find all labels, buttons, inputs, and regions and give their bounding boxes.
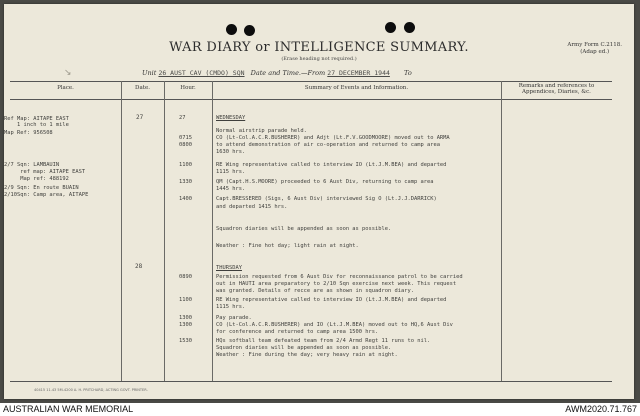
entry-text: Capt.BRESSERED (Sigs, 6 Aust Div) interviewed Sig O (Lt.J.J.DARRICK) (216, 196, 437, 202)
punch-hole (244, 25, 255, 36)
col-header-remarks: Remarks and references to Appendices, Diaries, &c. (518, 83, 595, 95)
pencil-mark: ↘ (64, 68, 72, 78)
date-cell: 28 (135, 263, 143, 270)
entry-text: Permission requested from 6 Aust Div for reconnaissance patrol to be carried (216, 274, 463, 280)
day-heading: THURSDAY (216, 265, 242, 271)
punch-hole (385, 22, 396, 33)
place-entry: Map Ref: 956508 (4, 130, 53, 136)
summary-column-rule (501, 81, 502, 381)
unit-label: Unit (142, 69, 157, 77)
entry-hour: 1300 (179, 315, 192, 321)
place-entry: 2/7 Sqn: LAMBAUIN (4, 162, 60, 168)
entry-hour: 0715 (179, 135, 192, 141)
date-time-label: Date and Time.—From (250, 69, 326, 77)
entry-text: 1445 hrs. (216, 186, 246, 192)
entry-hour: 1300 (179, 322, 192, 328)
war-diary-sheet (4, 4, 634, 399)
date-column-rule (164, 81, 165, 381)
hour-column-rule (212, 81, 213, 381)
entry-text: Squadron diaries will be appended as soon as possible. (216, 226, 392, 232)
place-column-rule (121, 81, 122, 381)
entry-hour-mark: 27 (179, 115, 186, 121)
entry-text: to attend demonstration of air co-operation and returned to camp area (216, 142, 440, 148)
entry-text: Squadron diaries will be appended as soon as possible. (216, 345, 392, 351)
col-header-hour: Hour. (180, 85, 196, 91)
col-header-place: Place. (57, 85, 74, 91)
printer-line: 40415 11.43 5M-4200 A. H. PRITCHARD, ACTING GOVT. PRINTER. (34, 388, 148, 392)
archive-reference: AWM2020.71.767 (565, 404, 637, 414)
from-date: 27 DECEMBER 1944 (327, 69, 390, 77)
institution-name: AUSTRALIAN WAR MEMORIAL (3, 404, 134, 414)
entry-text: was granted. Details of recce are as shown in squadron diary. (216, 288, 414, 294)
archive-caption-bar (0, 403, 640, 416)
entry-text: and departed 1415 hrs. (216, 204, 288, 210)
day-heading: WEDNESDAY (216, 115, 246, 121)
entry-text: QM (Capt.H.S.MOORE) proceeded to 6 Aust Div, returning to camp area (216, 179, 434, 185)
unit-value: 26 AUST CAV (CMDO) SQN (158, 69, 245, 77)
header-bottom-rule (10, 99, 612, 100)
entry-text: CO (Lt-Col.A.C.R.BUSHERER) and IO (Lt.J.M.BEA) moved out to HQ,6 Aust Div (216, 322, 453, 328)
entry-text: CO (Lt-Col.A.C.R.BUSHERER) and Adjt (Lt.F.V.GOODMOORE) moved out to ARMA (216, 135, 450, 141)
table-bottom-rule (10, 381, 612, 382)
form-subtitle: (Erase heading not required.) (281, 56, 357, 62)
entry-hour: 1530 (179, 338, 192, 344)
table-top-rule (10, 81, 612, 82)
entry-hour: 1100 (179, 297, 192, 303)
punch-hole (226, 24, 237, 35)
place-entry: 2/10Sqn: Camp area, AITAPE (4, 192, 89, 198)
place-entry: Map ref: 488192 (4, 176, 69, 182)
place-entry: 2/9 Sqn: En route BUAIN (4, 185, 79, 191)
entry-text: Normal airstrip parade held. (216, 128, 307, 134)
entry-text: RE Wing representative called to interview IO (Lt.J.M.BEA) and departed (216, 162, 447, 168)
unit-line (142, 69, 442, 77)
entry-text: 1115 hrs. (216, 304, 246, 310)
col-header-date: Date. (135, 85, 150, 91)
place-entry: Ref Map: AITAPE EAST (4, 116, 69, 122)
entry-text: 1630 hrs. (216, 149, 246, 155)
punch-hole (404, 22, 415, 33)
form-note: (Adap ed.) (580, 49, 610, 55)
entry-hour: 0800 (179, 142, 192, 148)
entry-hour: 1100 (179, 162, 192, 168)
form-number: Army Form C.2118. (567, 42, 622, 48)
form-reference (567, 42, 622, 56)
place-entry: 1 inch to 1 mile (4, 122, 69, 128)
form-title: WAR DIARY or INTELLIGENCE SUMMARY. (169, 40, 469, 55)
entry-text: HQs softball team defeated team from 2/4 Armd Regt 11 runs to nil. (216, 338, 431, 344)
entry-text: 1115 hrs. (216, 169, 246, 175)
entry-text: Pay parade. (216, 315, 252, 321)
entry-text: out in HAUTI area preparatory to 2/10 Sqn exercise next week. This request (216, 281, 457, 287)
col-header-summary: Summary of Events and Information. (304, 85, 409, 91)
entry-hour: 0890 (179, 274, 192, 280)
date-cell: 27 (136, 114, 144, 121)
place-entry: ref map: AITAPE EAST (4, 169, 86, 175)
entry-text: RE Wing representative called to interview IO (Lt.J.M.BEA) and departed (216, 297, 447, 303)
entry-hour: 1330 (179, 179, 192, 185)
to-label: To (403, 69, 412, 77)
entry-text: for conference and returned to camp area 1500 hrs. (216, 329, 379, 335)
entry-text: Weather : Fine during the day; very heavy rain at night. (216, 352, 398, 358)
entry-text: Weather : Fine hot day; light rain at night. (216, 243, 359, 249)
entry-hour: 1400 (179, 196, 192, 202)
